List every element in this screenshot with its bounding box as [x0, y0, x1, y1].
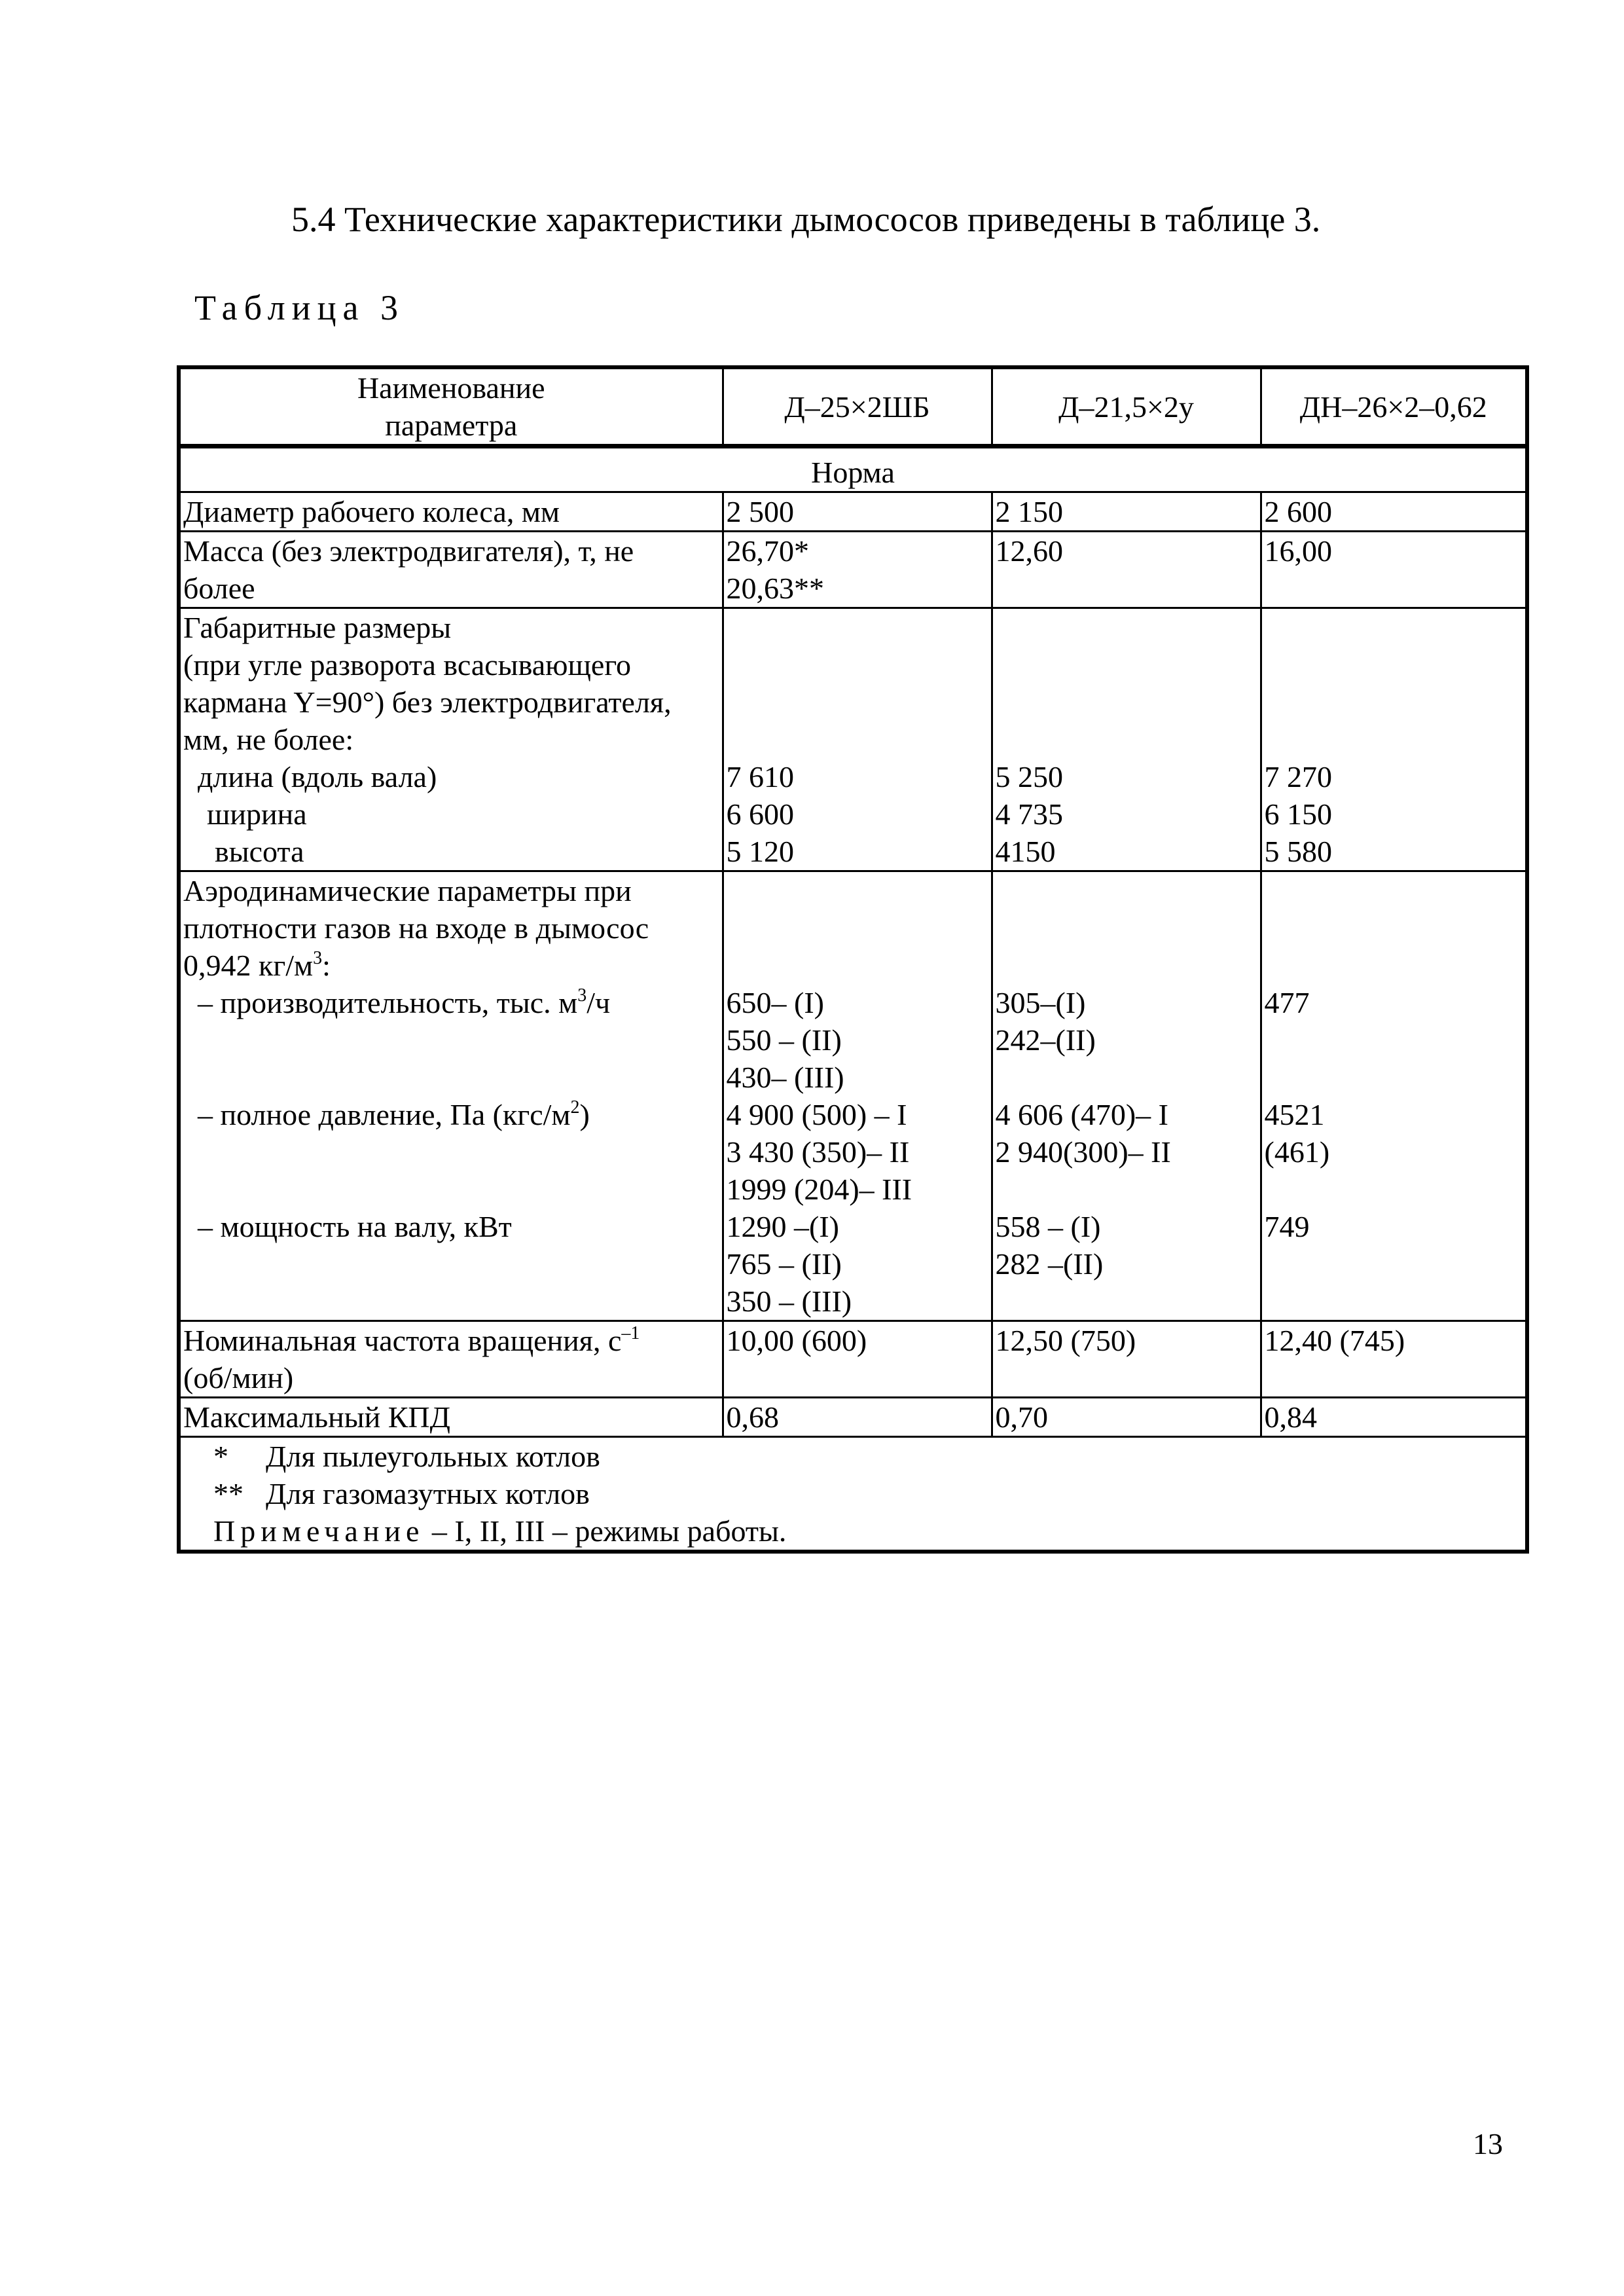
page-number: 13	[1473, 2127, 1503, 2160]
cell: 16,00	[1261, 532, 1527, 608]
cell: 0,70	[992, 1398, 1261, 1437]
row-label: Аэродинамические параметры при плотности газов на входе в дымосос 0,942 $кг/м^3$: – производительность, тыс. $м^3/ч$ – полное давление, Па $(кгс/м^2)$ – мощность на валу, кВт	[179, 871, 723, 1321]
header-param: Наименование параметра	[179, 367, 723, 446]
cell: 0,84	[1261, 1398, 1527, 1437]
note-1: * Для пылеугольных котлов	[213, 1440, 600, 1473]
cell: 7 270 6 150 5 580	[1261, 608, 1527, 871]
row-label: Диаметр рабочего колеса, мм	[179, 492, 723, 532]
table-row	[179, 532, 1527, 608]
header-c1: Д–25×2ШБ	[723, 367, 992, 446]
cell: 12,60	[992, 532, 1261, 608]
notes-row	[179, 1437, 1527, 1552]
cell: 2 500	[723, 492, 992, 532]
norm-row	[179, 454, 1527, 492]
specifications-table	[177, 365, 1529, 1554]
cell: 477 4521 (461) 749	[1261, 871, 1527, 1321]
intro-paragraph: 5.4 Технические характеристики дымососов приведены в таблице 3.	[291, 200, 1321, 239]
header-c3: ДН–26×2–0,62	[1261, 367, 1527, 446]
row-label: Габаритные размеры (при угле разворота всасывающего карманa Y=90°) без электродвигателя, мм, не более: длина (вдоль вала) ширина высота	[179, 608, 723, 871]
table-row	[179, 1398, 1527, 1437]
cell: 2 150	[992, 492, 1261, 532]
cell: 12,40 (745)	[1261, 1321, 1527, 1398]
table-row	[179, 608, 1527, 871]
cell: 2 600	[1261, 492, 1527, 532]
table-caption: Таблица 3	[194, 288, 405, 327]
cell: 12,50 (750)	[992, 1321, 1261, 1398]
header-c2: Д–21,5×2у	[992, 367, 1261, 446]
note-2: ** Для газомазутных котлов	[213, 1477, 590, 1510]
note-3: Примечание – I, II, III – режимы работы.	[213, 1514, 787, 1548]
cell: 26,70* 20,63**	[723, 532, 992, 608]
cell: 305–(I) 242–(II) 4 606 (470)– I 2 940(300)– II 558 – (I) 282 –(II)	[992, 871, 1261, 1321]
cell: 5 250 4 735 4150	[992, 608, 1261, 871]
row-label: Номинальная частота вращения, $с^{-1}$ (об/мин)	[179, 1321, 723, 1398]
table-row	[179, 492, 1527, 532]
table-row	[179, 1321, 1527, 1398]
table-header-row	[179, 367, 1527, 446]
norm-label: Норма	[179, 454, 1527, 492]
row-label: Максимальный КПД	[179, 1398, 723, 1437]
row-label: Масса (без электродвигателя), т, не более	[179, 532, 723, 608]
cell: 650– (I) 550 – (II) 430– (III) 4 900 (500) – I 3 430 (350)– II 1999 (204)– III 1290 –(I) 765 – (II) 350 – (III)	[723, 871, 992, 1321]
cell: 0,68	[723, 1398, 992, 1437]
table-row	[179, 871, 1527, 1321]
cell: 7 610 6 600 5 120	[723, 608, 992, 871]
header-gap	[179, 446, 1527, 454]
notes-cell	[179, 1437, 1527, 1552]
cell: 10,00 (600)	[723, 1321, 992, 1398]
